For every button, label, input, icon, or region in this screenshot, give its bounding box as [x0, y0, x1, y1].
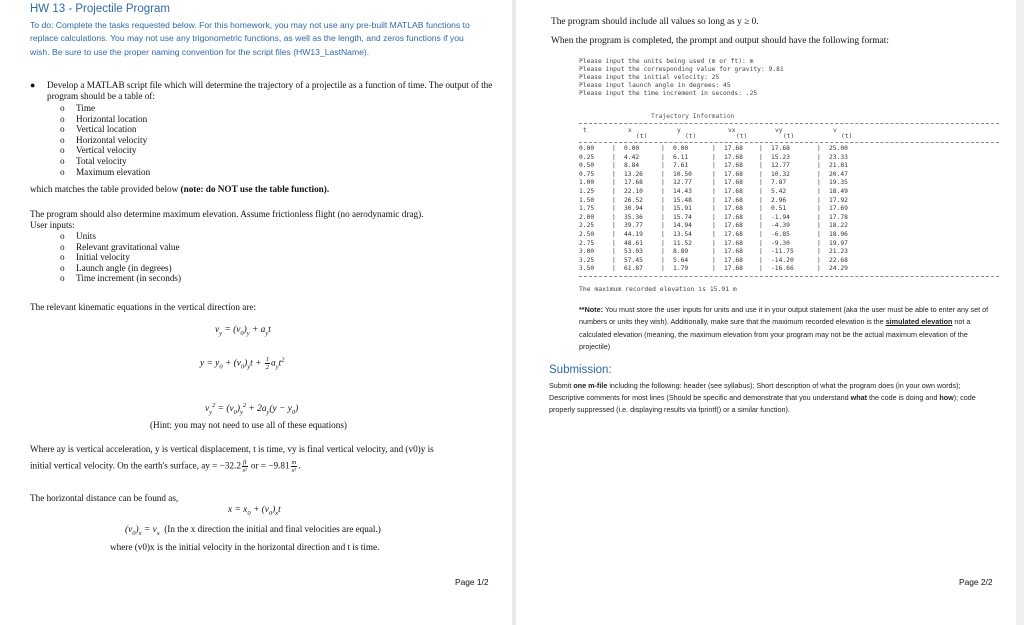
column-separator: | [612, 145, 616, 152]
note-text-b: not a calculated elevation (meaning, the maximum elevation from your program may not be the actual maximum elevation of the projectile) [579, 317, 971, 351]
table-cell: 17.68 [624, 179, 643, 187]
input-item-text: Launch angle (in degrees) [76, 262, 172, 273]
column-separator: | [661, 205, 665, 213]
table-cell: 23.33 [829, 153, 848, 161]
column-separator: | [661, 145, 665, 152]
table-cell: 0.25 [579, 153, 595, 161]
column-header: y [677, 127, 681, 134]
column-separator: | [817, 222, 821, 230]
kinematic-text: The relevant kinematic equations in the vertical direction are: [30, 302, 257, 312]
equation-vx: $(v_0)_x = v_x$ [125, 525, 160, 537]
column-separator: | [712, 162, 716, 170]
column-separator: | [712, 231, 716, 238]
column-separator: | [612, 239, 616, 247]
table-row [579, 197, 999, 205]
table-row [579, 240, 999, 248]
column-separator: | [817, 145, 821, 152]
column-separator: | [759, 222, 763, 230]
table-cell: 12.77 [673, 179, 692, 187]
column-separator: | [817, 231, 821, 238]
column-separator: | [817, 179, 821, 187]
table-cell: 0.00 [673, 145, 689, 152]
column-separator: | [759, 162, 763, 170]
output-item-text: Vertical velocity [76, 145, 137, 156]
page-number-1: Page 1/2 [455, 577, 489, 587]
column-separator: | [661, 162, 665, 170]
circle-bullet-icon: o [60, 241, 65, 252]
sub-text-c: including the following: header (see syllabus); Short description of what the program does (in your own words); Descriptive comments for most lines (Should be specific and demonstrate that you understand [549, 381, 961, 403]
table-cell: 8.84 [624, 162, 640, 170]
column-separator: | [612, 265, 616, 273]
v0x-definition: where (v0)x is the initial velocity in the horizontal direction and t is time. [110, 542, 380, 552]
table-cell: 0.51 [771, 205, 787, 213]
window-edge [1016, 0, 1024, 625]
output-item [60, 124, 150, 135]
table-cell: 17.68 [724, 256, 743, 264]
column-separator: | [712, 170, 716, 178]
equation-y: $y = y_0 + (v_0)_yt$ + $\frac{1}{2}$ $a_yt^2$ [200, 356, 285, 371]
input-item-text: Initial velocity [76, 252, 130, 263]
ft-per-s2-fraction: $\frac{ft}{\text{s²}}$ [242, 459, 247, 474]
column-separator: | [759, 205, 763, 213]
table-cell: 2.50 [579, 231, 595, 238]
assignment-title: HW 13 - Projectile Program [30, 3, 170, 15]
table-cell: 18.49 [829, 188, 848, 195]
page-number-2: Page 2/2 [959, 577, 993, 587]
equation-vy-squared: $v_y^2 = (v_0)_y^2 + 2a_y(y - y_0)$ [205, 402, 299, 416]
column-separator: | [759, 145, 763, 152]
table-cell: 5.42 [771, 188, 787, 195]
submission-heading: Submission: [549, 364, 612, 376]
prompt-line: Please input the initial velocity: 25 [579, 74, 720, 82]
table-cell: -4.39 [771, 222, 790, 230]
table-cell: 17.68 [724, 239, 743, 247]
definitions-line-2: initial vertical velocity. On the earth's surface, ay = −32.2 $\frac{ft}{\text{s²}}$ or = −9.81 $\frac{m}{\text{s²}}$ . [30, 459, 301, 474]
column-separator: | [759, 213, 763, 221]
table-cell: 2.96 [771, 196, 787, 204]
table-cell: 1.00 [579, 179, 595, 187]
table-cell: 17.68 [724, 162, 743, 170]
table-row [579, 231, 999, 239]
table-cell: 0.00 [579, 145, 595, 152]
output-item-text: Time [76, 103, 96, 113]
table-cell: 30.94 [624, 205, 643, 213]
gravity-m: or = −9.81 [248, 460, 290, 471]
output-item [60, 135, 150, 146]
column-separator: | [661, 213, 665, 221]
submission-text [549, 380, 994, 417]
table-cell: 1.50 [579, 196, 595, 204]
table-row [579, 205, 999, 213]
table-cell: -9.30 [771, 239, 790, 247]
column-separator: | [612, 179, 616, 187]
max-elevation-text: The program should also determine maximum elevation. Assume frictionless flight (no aerodynamic drag). [30, 209, 424, 219]
output-item-text: Vertical location [76, 124, 137, 135]
table-cell: 12.77 [771, 162, 790, 170]
column-separator: | [817, 196, 821, 204]
table-cell: -16.66 [771, 265, 794, 273]
table-cell: 48.61 [624, 239, 643, 247]
column-separator: | [661, 248, 665, 256]
column-separator: | [759, 248, 763, 256]
table-cell: 14.94 [673, 222, 692, 230]
column-separator: | [712, 239, 716, 247]
table-cell: 21.81 [829, 162, 848, 170]
note-paragraph [579, 304, 999, 353]
column-separator: | [817, 213, 821, 221]
input-item-text: Units [76, 231, 96, 241]
column-separator: | [661, 170, 665, 178]
table-rule-header [579, 142, 999, 143]
column-header: vx [728, 127, 736, 134]
output-item-text: Horizontal location [76, 113, 148, 124]
table-cell: 22.10 [624, 188, 643, 195]
column-separator: | [612, 248, 616, 256]
table-cell: 39.77 [624, 222, 643, 230]
table-cell: 17.68 [724, 170, 743, 178]
column-separator: | [817, 205, 821, 213]
circle-bullet-icon: o [60, 252, 65, 263]
table-cell: 17.68 [771, 145, 790, 152]
todo-instructions: To do: Complete the tasks requested below. For this homework, you may not use any pre-built MATLAB functions to replace calculations. You may not use any trigonometric functions, as well as the length, and zeros functions if you wish. Be sure to use the proper naming convention for the script files (HW13_LastName). [30, 20, 470, 57]
table-cell: 4.42 [624, 153, 640, 161]
output-item [60, 145, 150, 156]
column-separator: | [712, 145, 716, 152]
circle-bullet-icon: o [60, 155, 65, 166]
input-item-text: Relevant gravitational value [76, 241, 180, 252]
table-cell: 17.68 [724, 265, 743, 273]
table-cell: 17.68 [724, 213, 743, 221]
column-separator: | [712, 213, 716, 221]
document-page-2 [516, 0, 1024, 625]
table-cell: 5.64 [673, 256, 689, 264]
table-cell: 13.54 [673, 231, 692, 238]
definitions-line-1: Where ay is vertical acceleration, y is vertical displacement, t is time, vy is final vertical velocity, and (v0)y is [30, 444, 434, 454]
table-cell: 17.68 [724, 222, 743, 230]
table-row [579, 145, 999, 153]
output-item [60, 103, 150, 114]
input-item [60, 242, 181, 253]
input-item [60, 263, 181, 274]
table-cell: 17.92 [829, 196, 848, 204]
sub-text-a: Submit [549, 381, 574, 390]
table-cell: 0.00 [624, 145, 640, 152]
table-cell: 17.68 [724, 248, 743, 256]
table-cell: 44.19 [624, 231, 643, 238]
table-cell: -14.20 [771, 256, 794, 264]
equation-vx-row [125, 524, 505, 540]
column-separator: | [612, 222, 616, 230]
equation-vy: $v_y = (v_0)_y + a_yt$ [215, 325, 271, 337]
table-row [579, 222, 999, 230]
table-cell: -11.75 [771, 248, 794, 256]
table-cell: 20.47 [829, 170, 848, 178]
table-cell: 57.45 [624, 256, 643, 264]
column-separator: | [817, 265, 821, 273]
column-header: vy [775, 127, 783, 134]
bullet-icon: ● [30, 80, 36, 90]
sub-text-e: the code is doing and [867, 393, 940, 403]
prompt-output-block [579, 58, 784, 98]
table-cell: 17.68 [724, 153, 743, 161]
column-separator: | [759, 170, 763, 178]
circle-bullet-icon: o [60, 166, 65, 177]
column-separator: | [661, 179, 665, 187]
circle-bullet-icon: o [60, 231, 65, 241]
sub-text-b: one m-file [573, 381, 608, 390]
table-cell: 24.29 [829, 265, 848, 273]
column-separator: | [612, 256, 616, 264]
table-cell: 18.96 [829, 231, 848, 238]
circle-bullet-icon: o [60, 103, 65, 113]
column-separator: | [759, 256, 763, 264]
sub-text-g: ); code properly suppressed (i.e. displaying results via fprintf() or a similar function). [549, 393, 976, 415]
input-item [60, 252, 181, 263]
table-cell: 17.68 [724, 179, 743, 187]
values-text: The program should include all values so long as y ≥ 0. [551, 17, 759, 27]
table-cell: 0.75 [579, 170, 595, 178]
table-cell: 3.25 [579, 256, 595, 264]
table-cell: 10.32 [771, 170, 790, 178]
hint-text: (Hint: you may not need to use all of these equations) [150, 420, 347, 430]
column-header: x [628, 127, 632, 134]
table-cell: 15.48 [673, 196, 692, 204]
column-separator: | [612, 196, 616, 204]
output-item-text: Horizontal velocity [76, 134, 148, 145]
column-unit: (t) [783, 133, 795, 140]
prompt-line: Please input the units being used (m or ft): m [579, 58, 754, 65]
column-separator: | [759, 153, 763, 161]
m-per-s2-fraction: $\frac{m}{\text{s²}}$ [291, 459, 297, 474]
output-item-text: Total velocity [76, 155, 127, 166]
table-cell: 17.69 [829, 205, 848, 213]
column-unit: (t) [685, 133, 697, 140]
equation-x: $x = x_0 + (v_0)_xt$ [228, 505, 281, 517]
equation-vx-note: (In the x direction the initial and final velocities are equal.) [164, 524, 381, 534]
table-cell: 17.68 [724, 205, 743, 213]
table-cell: 25.00 [829, 145, 848, 152]
table-cell: -1.94 [771, 213, 790, 221]
circle-bullet-icon: o [60, 273, 65, 284]
table-row [579, 162, 999, 170]
table-cell: 3.00 [579, 248, 595, 256]
table-cell: 1.75 [579, 205, 595, 213]
table-rule-top [579, 123, 999, 124]
table-row [579, 265, 999, 273]
column-separator: | [712, 179, 716, 187]
table-row [579, 248, 999, 256]
column-separator: | [759, 196, 763, 204]
table-rule-bottom [579, 276, 999, 277]
table-cell: 14.43 [673, 188, 692, 195]
table-cell: 17.68 [724, 231, 743, 238]
column-separator: | [817, 256, 821, 264]
column-header: t [583, 127, 587, 134]
output-item [60, 167, 150, 178]
note-lead: **Note: [579, 305, 603, 314]
table-cell: 1.25 [579, 188, 595, 195]
table-cell: 19.35 [829, 179, 848, 187]
task-bullet-text: Develop a MATLAB script file which will determine the trajectory of a projectile as a function of time. The output of the program should be a table of: [47, 80, 493, 101]
circle-bullet-icon: o [60, 124, 65, 135]
column-separator: | [712, 248, 716, 256]
table-note-text: which matches the table provided below [30, 184, 181, 194]
note-text-a: You must store the user inputs for units and use it in your output statement (aka the user must be able to enter any set of numbers or units they wish). Additionally, make sure that the maximum recorded elevation is the [579, 305, 989, 327]
circle-bullet-icon: o [60, 134, 65, 145]
column-separator: | [712, 265, 716, 273]
horizontal-text: The horizontal distance can be found as, [30, 493, 179, 503]
column-separator: | [759, 265, 763, 273]
column-separator: | [661, 239, 665, 247]
table-cell: 18.22 [829, 222, 848, 230]
table-cell: 1.79 [673, 265, 689, 273]
column-unit: (t) [736, 133, 748, 140]
table-cell: 53.03 [624, 248, 643, 256]
table-row [579, 214, 999, 222]
completed-text: When the program is completed, the prompt and output should have the following format: [551, 36, 889, 46]
column-separator: | [661, 153, 665, 161]
table-cell: 19.97 [829, 239, 848, 247]
column-separator: | [712, 188, 716, 195]
column-separator: | [661, 188, 665, 195]
table-cell: 13.26 [624, 170, 643, 178]
input-item-text: Time increment (in seconds) [76, 273, 182, 284]
column-separator: | [661, 265, 665, 273]
output-item-text: Maximum elevation [76, 166, 151, 177]
table-row [579, 179, 999, 187]
column-separator: | [817, 239, 821, 247]
table-cell: -6.85 [771, 231, 790, 238]
column-unit: (t) [636, 133, 648, 140]
column-separator: | [817, 248, 821, 256]
table-cell: 17.68 [724, 188, 743, 195]
table-cell: 22.68 [829, 256, 848, 264]
table-title: Trajectory Information [651, 113, 735, 120]
column-separator: | [612, 153, 616, 161]
column-header: v [833, 127, 837, 134]
table-cell: 10.50 [673, 170, 692, 178]
column-separator: | [759, 239, 763, 247]
table-cell: 2.00 [579, 213, 595, 221]
column-separator: | [712, 205, 716, 213]
column-separator: | [712, 196, 716, 204]
column-separator: | [712, 153, 716, 161]
input-item [60, 273, 181, 284]
table-cell: 11.52 [673, 239, 692, 247]
table-note [30, 184, 500, 195]
table-cell: 26.52 [624, 196, 643, 204]
max-elevation-output: The maximum recorded elevation is 15.91 m [579, 285, 737, 293]
table-cell: 3.50 [579, 265, 595, 273]
prompt-line: Please input the corresponding value for gravity: 9.81 [579, 66, 784, 74]
table-cell: 6.11 [673, 153, 689, 161]
output-item [60, 114, 150, 125]
task-bullet [30, 80, 500, 101]
circle-bullet-icon: o [60, 145, 65, 156]
sub-text-f: how [939, 393, 954, 403]
user-inputs-list [60, 231, 181, 284]
column-separator: | [759, 179, 763, 187]
column-separator: | [817, 170, 821, 178]
table-cell: 61.87 [624, 265, 643, 273]
input-item [60, 231, 181, 242]
table-cell: 35.36 [624, 213, 643, 221]
table-row [579, 154, 999, 162]
column-unit: (t) [841, 133, 853, 140]
prompt-line: Please input launch angle in degrees: 45 [579, 82, 731, 90]
table-cell: 8.89 [673, 248, 689, 256]
table-cell: 7.61 [673, 162, 689, 170]
table-cell: 17.78 [829, 213, 848, 221]
column-separator: | [612, 231, 616, 238]
note-emphasis: simulated elevation [885, 317, 953, 327]
table-row [579, 188, 999, 196]
column-separator: | [612, 205, 616, 213]
table-cell: 2.25 [579, 222, 595, 230]
table-cell: 7.87 [771, 179, 787, 187]
table-row [579, 257, 999, 265]
column-separator: | [817, 188, 821, 195]
circle-bullet-icon: o [60, 113, 65, 124]
column-separator: | [661, 222, 665, 230]
table-cell: 17.68 [724, 145, 743, 152]
table-cell: 0.50 [579, 162, 595, 170]
prompt-line: Please input the time increment in seconds: .25 [579, 90, 758, 98]
column-separator: | [612, 188, 616, 195]
column-separator: | [661, 231, 665, 238]
table-cell: 17.68 [724, 196, 743, 204]
output-item [60, 156, 150, 167]
column-separator: | [759, 231, 763, 238]
table-note-bold: (note: do NOT use the table function). [180, 184, 330, 194]
column-separator: | [612, 213, 616, 221]
gravity-ft: initial vertical velocity. On the earth's surface, ay = −32.2 [30, 460, 241, 471]
output-items-list [60, 103, 150, 177]
table-cell: 2.75 [579, 239, 595, 247]
column-separator: | [759, 188, 763, 195]
circle-bullet-icon: o [60, 262, 65, 273]
column-separator: | [817, 153, 821, 161]
table-cell: 21.23 [829, 248, 848, 256]
sub-text-d: what [850, 393, 868, 403]
column-separator: | [661, 196, 665, 204]
column-separator: | [817, 162, 821, 170]
column-separator: | [661, 256, 665, 264]
table-cell: 15.74 [673, 213, 692, 221]
column-separator: | [612, 170, 616, 178]
user-inputs-label: User inputs: [30, 220, 75, 230]
column-separator: | [712, 222, 716, 230]
column-separator: | [612, 162, 616, 170]
column-separator: | [712, 256, 716, 264]
table-cell: 15.91 [673, 205, 692, 213]
table-cell: 15.23 [771, 153, 790, 161]
table-row [579, 171, 999, 179]
